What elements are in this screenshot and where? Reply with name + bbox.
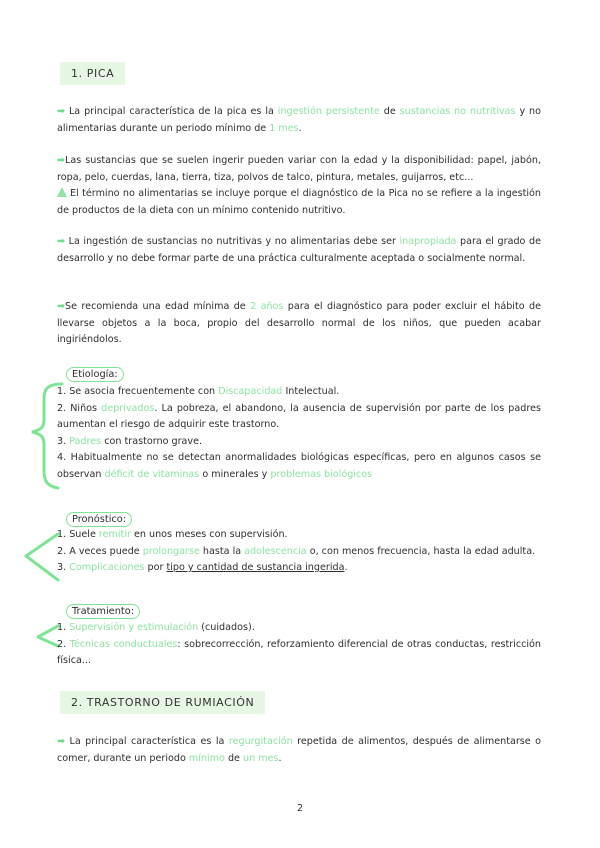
list-item: 2. Niños deprivados. La pobreza, el abandono, la ausencia de supervisión por parte de los padres aumentan el riesgo de adquirir este trastorno.: [57, 402, 542, 430]
list-item: 2. A veces puede prolongarse hasta la adolescencia o, con menos frecuencia, hasta la edad adulta.: [57, 545, 536, 557]
list-item: 3. Complicaciones por tipo y cantidad de sustancia ingerida.: [57, 562, 348, 573]
warning-icon: [57, 187, 67, 197]
tratamiento-arrow: [38, 626, 58, 646]
paragraph-pica-definition: ➡ La principal característica de la pica es la ingestión persistente de sustancias no nutritivas y no alimentarias durante un periodo mínimo de 1 mes.: [57, 106, 541, 134]
list-item: 1. Suele remitir en unos meses con supervisión.: [57, 529, 288, 540]
tratamiento-title: Tratamiento:: [66, 604, 140, 619]
list-item: 2. Técnicas conductuales: sobrecorrección, reforzamiento diferencial de otras conductas, restricción física...: [57, 638, 541, 666]
arrow-icon: ➡: [57, 301, 66, 312]
arrow-icon: ➡: [57, 236, 66, 247]
arrow-icon: ➡: [57, 106, 66, 117]
pronostico-list: [57, 527, 541, 577]
list-item: 3. Padres con trastorno grave.: [57, 435, 203, 447]
paragraph-inapropiada: ➡ La ingestión de sustancias no nutritivas y no alimentarias debe ser inapropiada para el grado de desarrollo y no debe formar parte de una práctica culturalmente aceptada o socialmente normal.: [57, 236, 541, 264]
pronostico-title: Pronóstico:: [66, 512, 132, 527]
list-item: 4. Habitualmente no se detectan anormalidades biológicas específicas, pero en algunos casos se observan déficit de vitaminas o minerales y problemas biológicos: [57, 452, 541, 480]
tratamiento-list: [57, 620, 541, 670]
arrow-icon: ➡: [57, 736, 66, 747]
paragraph-rumiacion-definition: ➡ La principal característica es la regurgitación repetida de alimentos, después de alimentarse o comer, durante un periodo mínimo de un mes.: [57, 736, 541, 764]
etiologia-list: [57, 384, 541, 483]
page-number: 2: [296, 803, 304, 814]
paragraph-edad-minima: ➡Se recomienda una edad mínima de 2 años para el diagnóstico para poder excluir el hábito de llevarse objetos a la boca, propio del desarrollo normal de los niños, que pueden acabar ingiriéndolos.: [57, 301, 541, 345]
pronostico-arrow: [26, 534, 58, 580]
section-heading-pica: 1. PICA: [60, 62, 125, 85]
paragraph-sustancias: ➡Las sustancias que se suelen ingerir pueden variar con la edad y la disponibilidad: papel, jabón, ropa, pelo, cuerdas, lana, tierra, tiza, polvos de talco, pintura, metales, guijarros, etc... El término no alimentarias se incluye porque el diagnóstico de la Pica no se refiere a la ingestión de productos de la dieta con un mínimo contenido nutritivo.: [57, 155, 541, 216]
etiologia-title: Etiología:: [66, 367, 124, 382]
list-item: 1. Se asocia frecuentemente con Discapacidad Intelectual.: [57, 386, 340, 397]
arrow-icon: ➡: [57, 155, 66, 166]
list-item: 1. Supervisión y estimulación (cuidados).: [57, 622, 255, 633]
section-heading-rumiacion: 2. TRASTORNO DE RUMIACIÓN: [60, 691, 265, 714]
